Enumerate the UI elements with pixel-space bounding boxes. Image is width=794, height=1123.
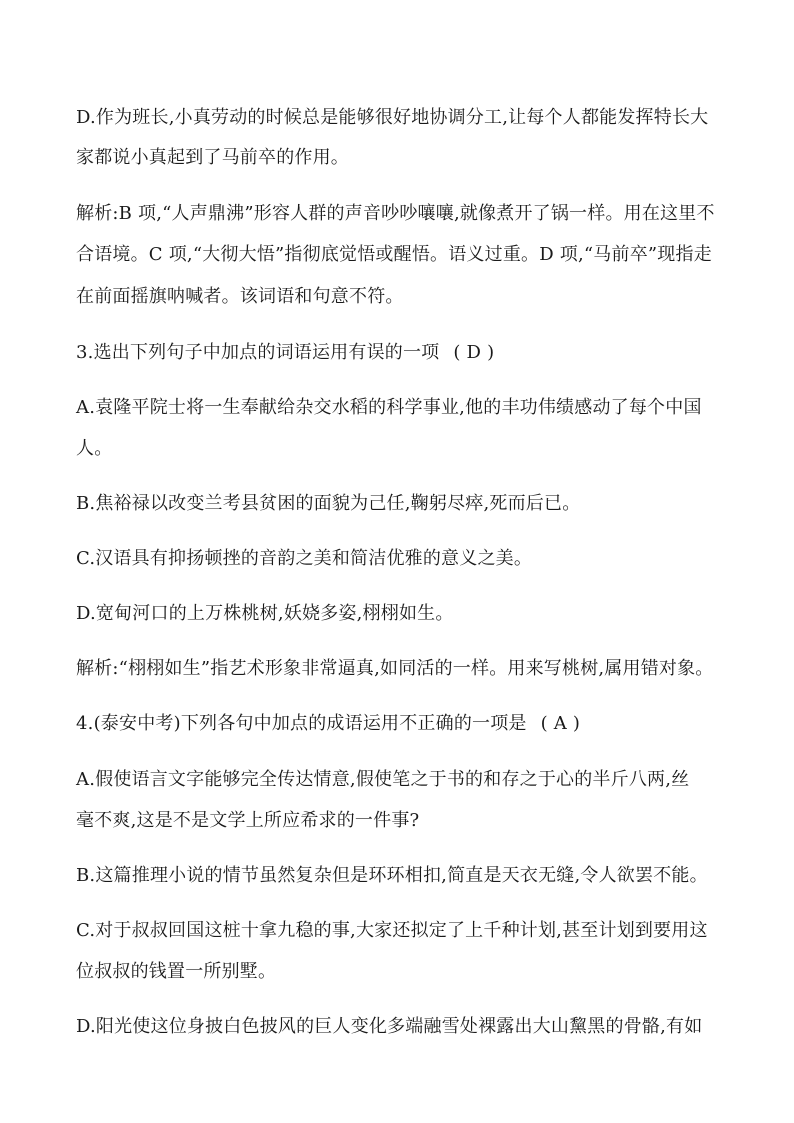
q3-answer: ( D )	[453, 342, 495, 363]
q4-option-d-line1: D.阳光使这位身披白色披风的巨人变化多端融雪处裸露出大山黧黑的骨骼,有如	[76, 1016, 703, 1037]
q4-option-c-line2: 位叔叔的钱置一所别墅。	[76, 961, 277, 982]
q3-option-c: C.汉语具有抑扬顿挫的音韵之美和简洁优雅的意义之美。	[76, 548, 533, 569]
q4-answer: ( A )	[540, 713, 581, 734]
q3-option-a-line2: 人。	[76, 438, 113, 459]
q4-option-a-line2: 毫不爽,这是不是文学上所应希求的一件事?	[76, 810, 420, 831]
q3-option-a-line1: A.袁隆平院士将一生奉献给杂交水稻的科学事业,他的丰功伟绩感动了每个中国	[76, 397, 702, 418]
q3-stem-line	[76, 341, 494, 365]
q2-option-d-line1: D.作为班长,小真劳动的时候总是能够很好地协调分工,让每个人都能发挥特长大	[76, 107, 709, 128]
q3-option-b: B.焦裕禄以改变兰考县贫困的面貌为己任,鞠躬尽瘁,死而后已。	[76, 493, 581, 514]
q2-analysis-line3: 在前面摇旗呐喊者。该词语和句意不符。	[76, 286, 404, 307]
q4-stem-line	[76, 712, 580, 736]
q4-stem: 4.(泰安中考)下列各句中加点的成语运用不正确的一项是	[76, 713, 527, 734]
q3-option-d: D.宽甸河口的上万株桃树,妖娆多姿,栩栩如生。	[76, 603, 454, 624]
q2-analysis-line1: 解析:B 项,“人声鼎沸”形容人群的声音吵吵嚷嚷,就像煮开了锅一样。用在这里不	[76, 203, 715, 224]
q4-option-b: B.这篇推理小说的情节虽然复杂但是环环相扣,简直是天衣无缝,令人欲罢不能。	[76, 865, 708, 886]
q4-option-c-line1: C.对于叔叔回国这桩十拿九稳的事,大家还拟定了上千种计划,甚至计划到要用这	[76, 920, 708, 941]
q2-option-d-line2: 家都说小真起到了马前卒的作用。	[76, 147, 349, 168]
q3-analysis: 解析:“栩栩如生”指艺术形象非常逼真,如同活的一样。用来写桃树,属用错对象。	[76, 658, 714, 679]
q4-option-a-line1: A.假使语言文字能够完全传达情意,假使笔之于书的和存之于心的半斤八两,丝	[76, 769, 690, 790]
q2-analysis-line2: 合语境。C 项,“大彻大悟”指彻底觉悟或醒悟。语义过重。D 项,“马前卒”现指走	[76, 244, 712, 265]
q3-stem: 3.选出下列句子中加点的词语运用有误的一项	[76, 342, 440, 363]
